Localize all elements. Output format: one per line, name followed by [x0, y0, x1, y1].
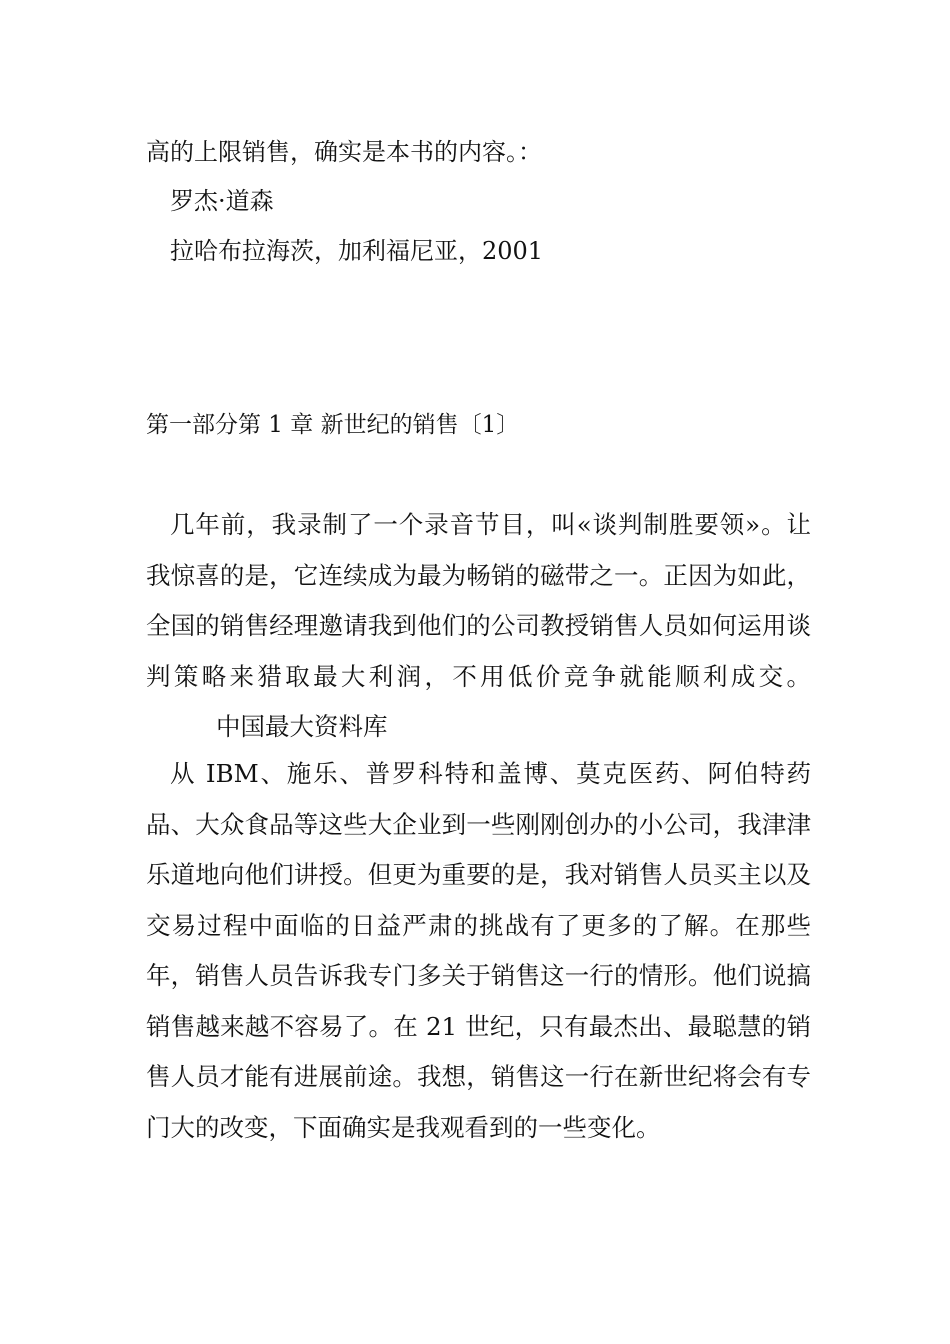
- chapter-paragraph-2: 从 IBM、施乐、普罗科特和盖博、莫克医药、阿伯特药品、大众食品等这些大企业到一些刚刚创办的小公司，我津津乐道地向他们讲授。但更为重要的是，我对销售人员买主以及交易过程中面临的日益严肃的挑战有了更多的了解。在那些年，销售人员告诉我专门多关于销售这一行的情形。他们说搞销售越来越不容易了。在 21 世纪，只有最杰出、最聪慧的销售人员才能有进展前途。我想，销售这一行在新世纪将会有专门大的改变，下面确实是我观看到的一些变化。: [146, 759, 811, 1142]
- preface-author: 罗杰·道森: [170, 187, 274, 215]
- chapter-heading: 第一部分第 1 章 新世纪的销售〔1〕: [146, 412, 520, 438]
- chapter-paragraph-1: [146, 500, 811, 753]
- paragraph-1-text: 几年前，我录制了一个录音节目，叫«谈判制胜要领»。让我惊喜的是，它连续成为最为畅销的磁带之一。正因为如此，全国的销售经理邀请我到他们的公司教授销售人员如何运用谈判策略来猎取最大利润，不用低价竞争就能顺利成交。: [146, 510, 811, 691]
- preface-closing-line: 高的上限销售，确实是本书的内容。：: [146, 138, 542, 166]
- paragraph-1-inline-note: 中国最大资料库: [216, 712, 388, 741]
- preface-place-date: 拉哈布拉海茨，加利福尼亚，2001: [170, 237, 544, 265]
